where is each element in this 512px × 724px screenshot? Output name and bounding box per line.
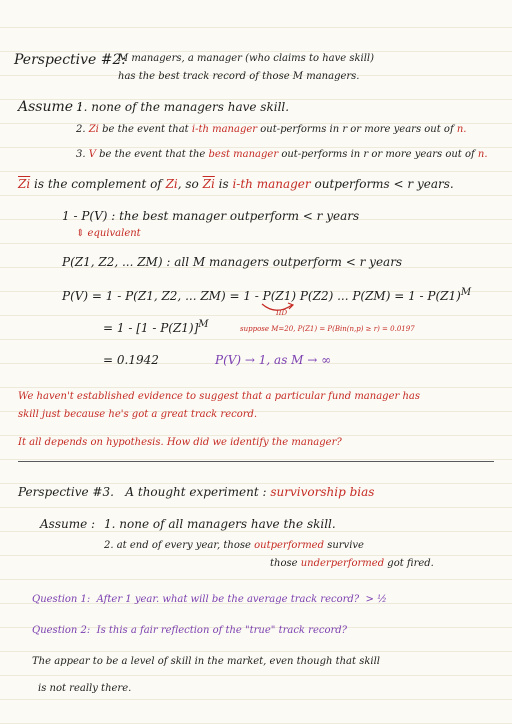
iid-label: IID xyxy=(276,309,288,317)
closing-line-1: The appear to be a level of skill in the market, even though that skill xyxy=(32,656,380,667)
question-2: Question 2: Is this a fair reflection of the "true" track record? xyxy=(32,625,348,636)
assume-2-label: Assume : xyxy=(40,517,96,531)
equivalent-note: ⇕ equivalent xyxy=(76,228,141,239)
section-divider xyxy=(18,461,494,462)
limit-statement: P(V) → 1, as M → ∞ xyxy=(215,353,332,367)
result-value: = 0.1942 xyxy=(103,353,159,367)
complement-line: $\overline{Zi}$ is the complement of Zi, so $\overline{Zi}$ is i-th manager outperforms < r years. xyxy=(18,177,454,191)
joint-probability-line: P(Z1, Z2, ... ZM) : all M managers outperform < r years xyxy=(62,255,403,269)
assume-2-item-1: 1. none of all managers have the skill. xyxy=(104,517,336,531)
question-1: Question 1: After 1 year. what will be the average track record? > ½ xyxy=(32,594,387,605)
pv-equation: P(V) = 1 - P(Z1, Z2, ... ZM) = 1 - P(Z1) P(Z2) ... $P(ZM) = 1 - P(Z1)^M$ xyxy=(62,287,472,303)
suppose-note: suppose M=20, P(Z1) = P(Bin(n,p) ≥ r) = 0.0197 xyxy=(240,325,415,333)
perspective-2-setup-line1: M managers, a manager (who claims to have skill) xyxy=(118,53,375,64)
closing-line-2: is not really there. xyxy=(38,683,132,694)
conclusion-line-2: skill just because he's got a great track record. xyxy=(18,409,258,420)
conclusion-line-1: We haven't established evidence to suggest that a particular fund manager has xyxy=(18,391,420,402)
perspective-2-heading: Perspective #2: xyxy=(14,52,127,68)
assume-2-item-2: 2. at end of every year, those outperformed survive xyxy=(104,540,364,551)
assume-item-1: 1. none of the managers have skill. xyxy=(76,100,290,114)
one-minus-pv-line: 1 - P(V) : the best manager outperform < r years xyxy=(62,209,360,223)
assume-item-2: 2. Zi be the event that i-th manager out-performs in r or more years out of n. xyxy=(76,124,467,135)
perspective-2-setup-line2: has the best track record of those M managers. xyxy=(118,71,360,82)
assume-2-item-2-cont: those underperformed got fired. xyxy=(270,558,434,569)
assume-item-3: 3. V be the event that the best manager out-performs in r or more years out of n. xyxy=(76,149,488,160)
assume-label: Assume : xyxy=(18,99,83,115)
pv-equation-2: = 1 - [1 - P(Z1)]$^M$ xyxy=(103,319,209,335)
perspective-3-heading: Perspective #3. A thought experiment : survivorship bias xyxy=(18,485,375,499)
conclusion-line-3: It all depends on hypothesis. How did we identify the manager? xyxy=(18,437,342,448)
